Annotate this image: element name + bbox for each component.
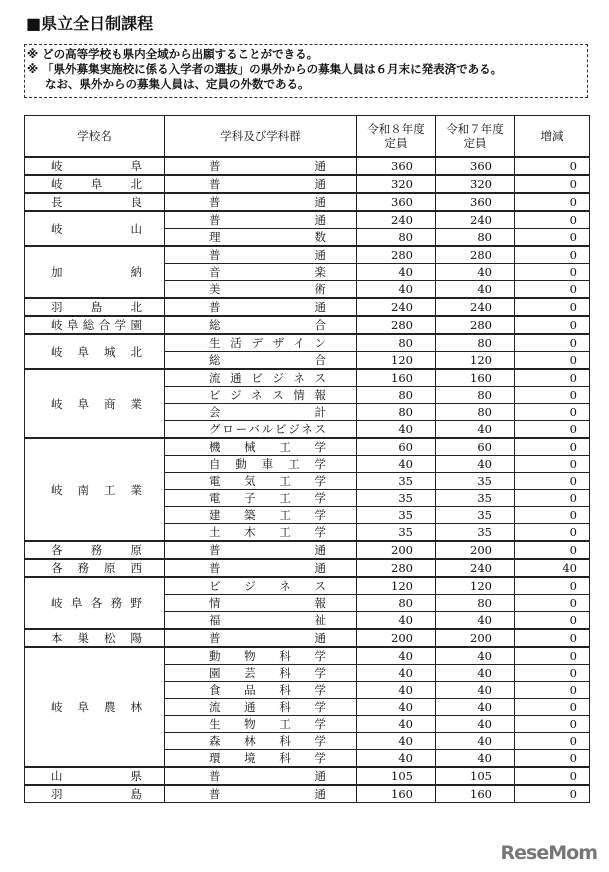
department-cell: 普通 [165,629,357,647]
department-cell: 普通 [165,785,357,803]
change-cell: 0 [515,193,590,211]
r8-capacity-cell: 35 [357,507,436,524]
table-row [25,629,590,647]
change-cell: 0 [515,175,590,193]
school-name-cell: 羽島 [25,785,165,803]
change-cell: 0 [515,352,590,370]
change-cell: 0 [515,229,590,247]
r7-capacity-cell: 40 [436,750,515,768]
change-cell: 0 [515,733,590,750]
department-cell: 普通 [165,175,357,193]
r8-capacity-cell: 40 [357,750,436,768]
note-2: ※ 「県外募集実施校に係る入学者の選抜」の県外からの募集人員は６月末に発表済である。 [27,62,503,76]
table-row [25,438,590,456]
school-name-cell: 各務原西 [25,559,165,577]
r8-capacity-cell: 80 [357,387,436,404]
r7-capacity-cell: 200 [436,629,515,647]
r8-capacity-cell: 40 [357,612,436,630]
change-cell: 0 [515,577,590,595]
change-cell: 0 [515,334,590,352]
r7-capacity-cell: 40 [436,264,515,281]
change-cell: 0 [515,246,590,264]
change-cell: 0 [515,490,590,507]
change-cell: 0 [515,369,590,387]
r7-capacity-cell: 240 [436,298,515,316]
department-cell: 流通ビジネス [165,369,357,387]
r7-capacity-cell: 120 [436,577,515,595]
r7-capacity-cell: 60 [436,438,515,456]
r7-capacity-cell: 35 [436,473,515,490]
table-row [25,334,590,352]
department-cell: 会計 [165,404,357,421]
change-cell: 0 [515,767,590,785]
department-cell: 食品科学 [165,682,357,699]
r7-capacity-cell: 105 [436,767,515,785]
r7-capacity-cell: 200 [436,541,515,559]
r8-capacity-cell: 80 [357,404,436,421]
section-title: ■県立全日制課程 [26,14,154,33]
department-cell: 環境科学 [165,750,357,768]
department-cell: 普通 [165,246,357,264]
department-cell: 音楽 [165,264,357,281]
department-cell: 動物科学 [165,647,357,665]
school-name-cell: 山県 [25,767,165,785]
change-cell: 0 [515,387,590,404]
change-cell: 0 [515,716,590,733]
department-cell: 普通 [165,559,357,577]
school-name-cell: 本巣松陽 [25,629,165,647]
department-cell: 生物工学 [165,716,357,733]
department-cell: 総合 [165,316,357,334]
change-cell: 0 [515,612,590,630]
r8-capacity-cell: 35 [357,524,436,542]
r8-capacity-cell: 80 [357,229,436,247]
r7-capacity-cell: 160 [436,369,515,387]
r7-capacity-cell: 360 [436,193,515,211]
change-cell: 0 [515,647,590,665]
r7-capacity-cell: 120 [436,352,515,370]
r8-capacity-cell: 120 [357,577,436,595]
department-cell: 建築工学 [165,507,357,524]
change-cell: 0 [515,699,590,716]
department-cell: 情報 [165,595,357,612]
r7-capacity-cell: 280 [436,246,515,264]
department-cell: 普通 [165,157,357,175]
table-body [25,157,590,803]
r7-capacity-cell: 80 [436,334,515,352]
department-cell: 普通 [165,193,357,211]
r7-capacity-cell: 40 [436,647,515,665]
r7-capacity-cell: 360 [436,157,515,175]
r8-capacity-cell: 60 [357,438,436,456]
department-cell: 普通 [165,767,357,785]
r8-capacity-cell: 80 [357,595,436,612]
r7-capacity-cell: 280 [436,316,515,334]
r8-capacity-cell: 35 [357,473,436,490]
note-3: なお、県外からの募集人員は、定員の外数である。 [45,77,310,91]
capacity-table [24,115,590,803]
school-name-cell: 岐阜農林 [25,647,165,767]
table-row [25,785,590,803]
r7-capacity-cell: 40 [436,665,515,682]
r8-capacity-cell: 160 [357,369,436,387]
header-school: 学校名 [25,116,165,158]
table-row [25,577,590,595]
department-cell: ビジネス情報 [165,387,357,404]
school-name-cell: 羽島北 [25,298,165,316]
change-cell: 0 [515,211,590,229]
department-cell: 園芸科学 [165,665,357,682]
school-name-cell: 各務原 [25,541,165,559]
r8-capacity-cell: 280 [357,316,436,334]
change-cell: 0 [515,438,590,456]
change-cell: 0 [515,298,590,316]
r8-capacity-cell: 200 [357,629,436,647]
resemom-logo: ReseMom [500,842,597,864]
school-name-cell: 岐山 [25,211,165,246]
notes-box [24,44,588,98]
school-name-cell: 長良 [25,193,165,211]
table-row [25,211,590,229]
r8-capacity-cell: 40 [357,699,436,716]
r8-capacity-cell: 280 [357,559,436,577]
r7-capacity-cell: 40 [436,682,515,699]
change-cell: 0 [515,595,590,612]
table-row [25,767,590,785]
table-row [25,246,590,264]
department-cell: 森林科学 [165,733,357,750]
note-1: ※ どの高等学校も県内全域から出願することができる。 [27,47,319,61]
department-cell: 普通 [165,298,357,316]
department-cell: 普通 [165,211,357,229]
r7-capacity-cell: 160 [436,785,515,803]
change-cell: 0 [515,541,590,559]
r7-capacity-cell: 40 [436,281,515,299]
r8-capacity-cell: 80 [357,334,436,352]
r8-capacity-cell: 40 [357,456,436,473]
department-cell: 土木工学 [165,524,357,542]
change-cell: 0 [515,157,590,175]
r7-capacity-cell: 240 [436,559,515,577]
r7-capacity-cell: 35 [436,524,515,542]
r8-capacity-cell: 40 [357,716,436,733]
r8-capacity-cell: 40 [357,264,436,281]
table-row [25,316,590,334]
header-department: 学科及び学科群 [165,116,357,158]
r8-capacity-cell: 40 [357,647,436,665]
department-cell: 電気工学 [165,473,357,490]
r8-capacity-cell: 240 [357,298,436,316]
school-name-cell: 加納 [25,246,165,298]
r7-capacity-cell: 40 [436,421,515,439]
r8-capacity-cell: 40 [357,421,436,439]
change-cell: 0 [515,750,590,768]
change-cell: 0 [515,404,590,421]
r8-capacity-cell: 240 [357,211,436,229]
school-name-cell: 岐阜商業 [25,369,165,438]
table-row [25,193,590,211]
change-cell: 0 [515,682,590,699]
r8-capacity-cell: 360 [357,157,436,175]
header-r8-capacity: 令和８年度 定員 [357,116,436,158]
r7-capacity-cell: 40 [436,612,515,630]
change-cell: 0 [515,507,590,524]
r7-capacity-cell: 35 [436,507,515,524]
department-cell: 自動車工学 [165,456,357,473]
change-cell: 0 [515,281,590,299]
r8-capacity-cell: 40 [357,281,436,299]
change-cell: 0 [515,316,590,334]
school-name-cell: 岐阜北 [25,175,165,193]
r7-capacity-cell: 240 [436,211,515,229]
department-cell: 福祉 [165,612,357,630]
department-cell: 機械工学 [165,438,357,456]
department-cell: グローバルビジネス [165,421,357,439]
change-cell: 40 [515,559,590,577]
r8-capacity-cell: 40 [357,682,436,699]
change-cell: 0 [515,421,590,439]
table-header-row [25,116,590,158]
header-change: 増減 [515,116,590,158]
department-cell: 流通科学 [165,699,357,716]
department-cell: 生活デザイン [165,334,357,352]
school-name-cell: 岐阜総合学園 [25,316,165,334]
department-cell: 理数 [165,229,357,247]
department-cell: 普通 [165,541,357,559]
department-cell: ビジネス [165,577,357,595]
table-row [25,157,590,175]
r8-capacity-cell: 120 [357,352,436,370]
change-cell: 0 [515,785,590,803]
r7-capacity-cell: 80 [436,387,515,404]
change-cell: 0 [515,629,590,647]
change-cell: 0 [515,665,590,682]
r7-capacity-cell: 320 [436,175,515,193]
r8-capacity-cell: 40 [357,733,436,750]
r8-capacity-cell: 280 [357,246,436,264]
r7-capacity-cell: 40 [436,456,515,473]
r7-capacity-cell: 80 [436,404,515,421]
table-row [25,369,590,387]
r8-capacity-cell: 200 [357,541,436,559]
r8-capacity-cell: 40 [357,665,436,682]
change-cell: 0 [515,264,590,281]
r7-capacity-cell: 40 [436,733,515,750]
header-r7-capacity: 令和７年度 定員 [436,116,515,158]
change-cell: 0 [515,473,590,490]
school-name-cell: 岐阜各務野 [25,577,165,629]
r8-capacity-cell: 35 [357,490,436,507]
change-cell: 0 [515,524,590,542]
school-name-cell: 岐阜 [25,157,165,175]
r7-capacity-cell: 80 [436,595,515,612]
r8-capacity-cell: 160 [357,785,436,803]
r8-capacity-cell: 360 [357,193,436,211]
department-cell: 総合 [165,352,357,370]
table-row [25,541,590,559]
school-name-cell: 岐阜城北 [25,334,165,369]
school-name-cell: 岐南工業 [25,438,165,541]
table-row [25,559,590,577]
r7-capacity-cell: 40 [436,699,515,716]
r7-capacity-cell: 40 [436,716,515,733]
department-cell: 電子工学 [165,490,357,507]
table-row [25,647,590,665]
r7-capacity-cell: 80 [436,229,515,247]
table-row [25,298,590,316]
r8-capacity-cell: 320 [357,175,436,193]
change-cell: 0 [515,456,590,473]
department-cell: 美術 [165,281,357,299]
r8-capacity-cell: 105 [357,767,436,785]
r7-capacity-cell: 35 [436,490,515,507]
table-row [25,175,590,193]
